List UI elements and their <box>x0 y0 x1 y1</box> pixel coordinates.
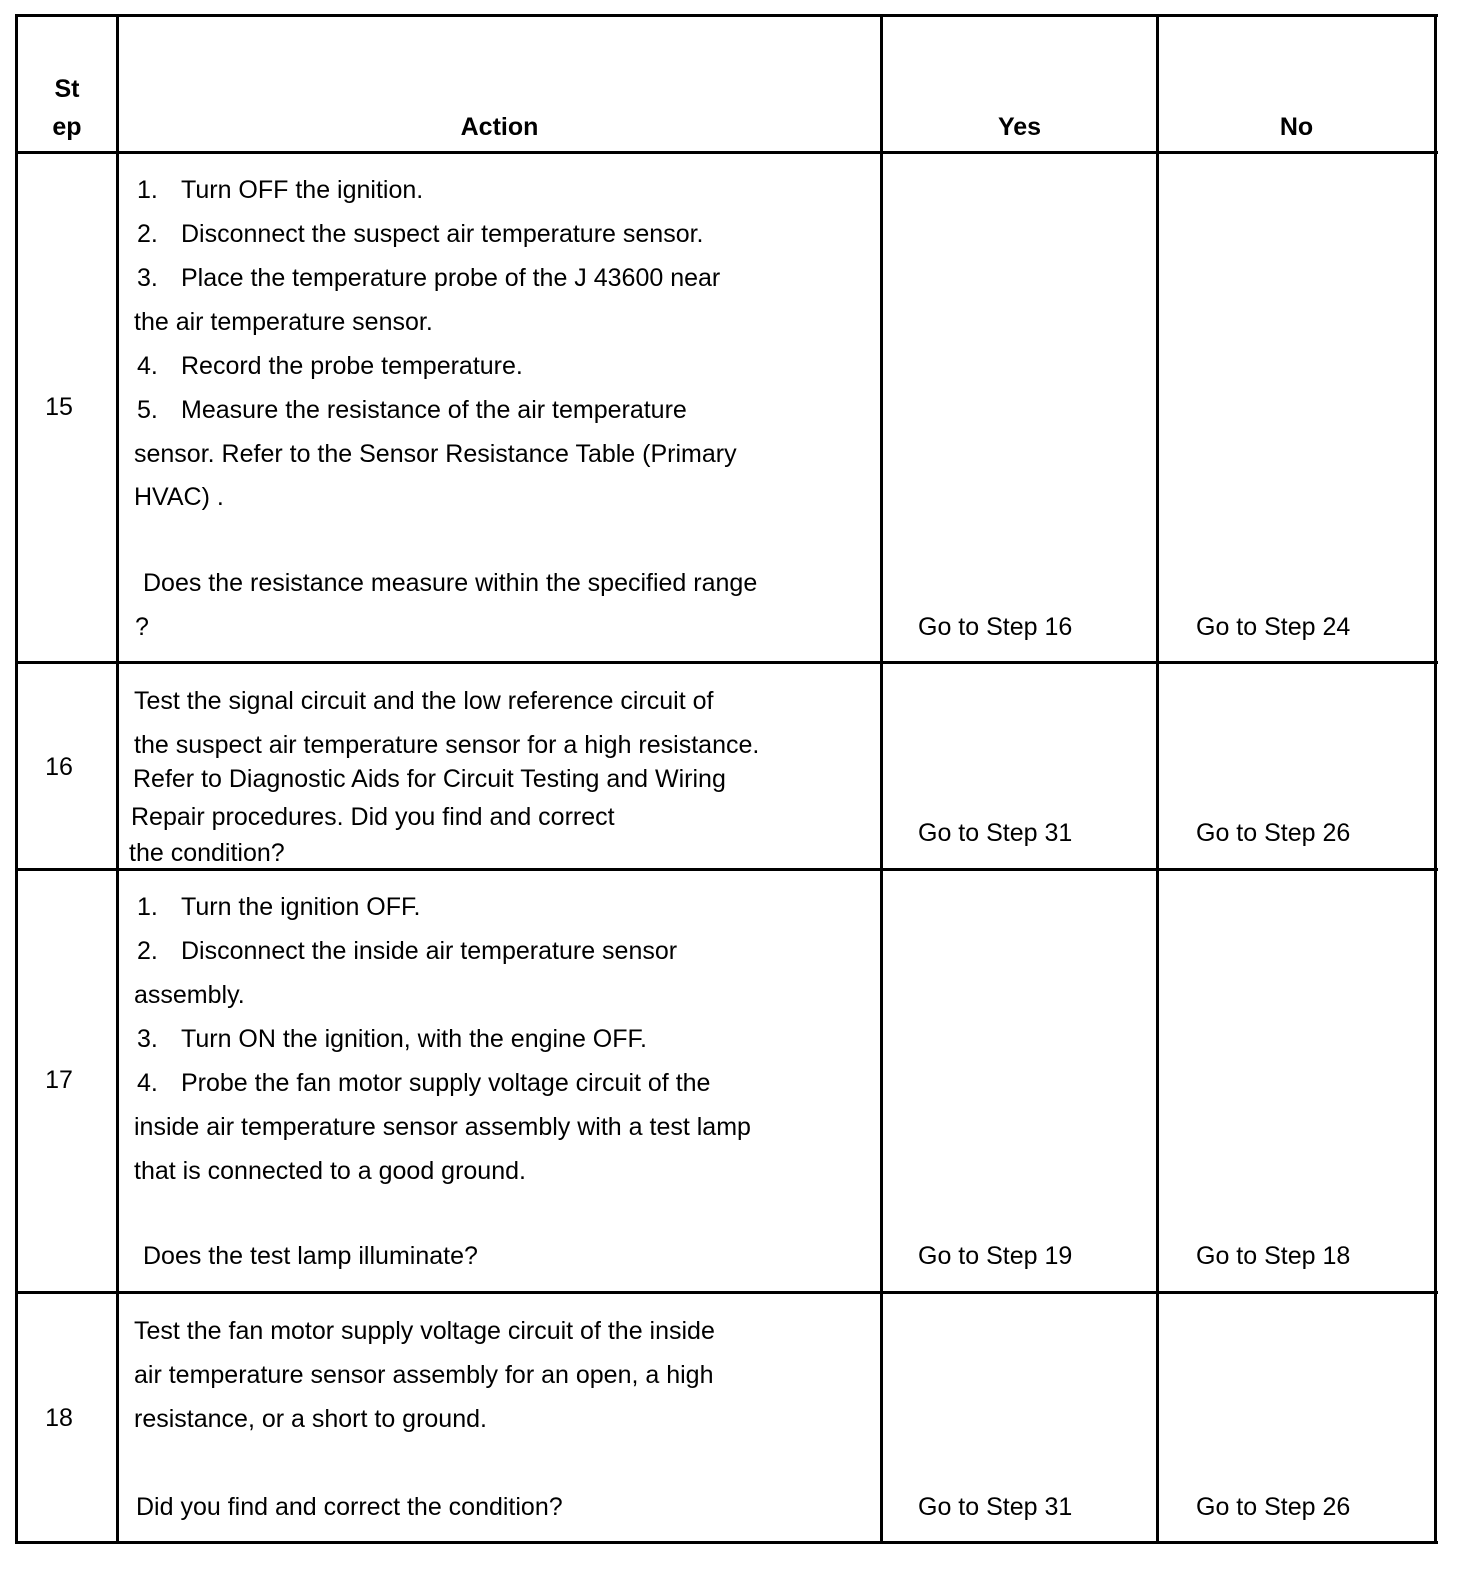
item-number: 2. <box>137 220 158 248</box>
step-number: 17 <box>45 1066 73 1094</box>
question-line: Did you find and correct the condition? <box>136 1493 563 1521</box>
yes-result: Go to Step 16 <box>918 613 1073 641</box>
question-line: Does the resistance measure within the specified range <box>143 569 758 597</box>
item-number: 5. <box>137 396 158 424</box>
action-line: Disconnect the suspect air temperature sensor. <box>181 220 704 248</box>
action-line: Repair procedures. Did you find and correct <box>131 803 615 831</box>
item-number: 1. <box>137 176 158 204</box>
yes-result: Go to Step 31 <box>918 819 1073 847</box>
header-step: ep <box>52 113 82 141</box>
item-number: 3. <box>137 1025 158 1053</box>
item-number: 4. <box>137 1069 158 1097</box>
yes-result: Go to Step 31 <box>918 1493 1073 1521</box>
action-line: Measure the resistance of the air temperature <box>181 396 687 424</box>
table-border-top <box>15 14 1438 17</box>
no-result: Go to Step 26 <box>1196 1493 1351 1521</box>
action-line: sensor. Refer to the Sensor Resistance Table (Primary <box>134 440 737 468</box>
action-line: Turn OFF the ignition. <box>181 176 424 204</box>
action-line: Disconnect the inside air temperature sensor <box>181 937 678 965</box>
action-line: the condition? <box>129 839 285 867</box>
row-divider <box>15 1291 1438 1294</box>
step-number: 18 <box>45 1404 73 1432</box>
item-number: 2. <box>137 937 158 965</box>
action-line: resistance, or a short to ground. <box>134 1405 487 1433</box>
action-line: Test the fan motor supply voltage circuit of the inside <box>134 1317 715 1345</box>
action-line: Place the temperature probe of the J 43600 near <box>181 264 721 292</box>
row-divider <box>15 661 1438 664</box>
header-step: St <box>54 75 80 103</box>
action-line: Probe the fan motor supply voltage circuit of the <box>181 1069 711 1097</box>
step-number: 15 <box>45 393 73 421</box>
action-line: Record the probe temperature. <box>181 352 523 380</box>
action-line: Test the signal circuit and the low reference circuit of <box>134 687 714 715</box>
step-number: 16 <box>45 753 73 781</box>
action-line: the air temperature sensor. <box>134 308 433 336</box>
action-line: Turn ON the ignition, with the engine OFF. <box>181 1025 647 1053</box>
item-number: 1. <box>137 893 158 921</box>
no-result: Go to Step 24 <box>1196 613 1351 641</box>
item-number: 4. <box>137 352 158 380</box>
action-line: the suspect air temperature sensor for a high resistance. <box>134 731 760 759</box>
action-line: inside air temperature sensor assembly with a test lamp <box>134 1113 751 1141</box>
no-result: Go to Step 18 <box>1196 1242 1351 1270</box>
no-result: Go to Step 26 <box>1196 819 1351 847</box>
action-line: air temperature sensor assembly for an open, a high <box>134 1361 714 1389</box>
column-divider <box>880 15 883 1544</box>
yes-result: Go to Step 19 <box>918 1242 1073 1270</box>
table-border-bottom <box>15 1541 1438 1544</box>
column-divider <box>1156 15 1159 1544</box>
question-line: ? <box>135 613 149 641</box>
column-divider <box>116 15 119 1544</box>
action-line: Turn the ignition OFF. <box>181 893 421 921</box>
question-line: Does the test lamp illuminate? <box>143 1242 478 1270</box>
table-border-right <box>1434 15 1437 1544</box>
action-line: HVAC) . <box>134 483 224 511</box>
header-yes: Yes <box>997 113 1042 141</box>
item-number: 3. <box>137 264 158 292</box>
action-line: Refer to Diagnostic Aids for Circuit Testing and Wiring <box>133 765 726 793</box>
action-line: that is connected to a good ground. <box>134 1157 526 1185</box>
row-divider <box>15 151 1438 154</box>
action-line: assembly. <box>134 981 245 1009</box>
header-action: Action <box>460 113 539 141</box>
header-no: No <box>1279 113 1314 141</box>
